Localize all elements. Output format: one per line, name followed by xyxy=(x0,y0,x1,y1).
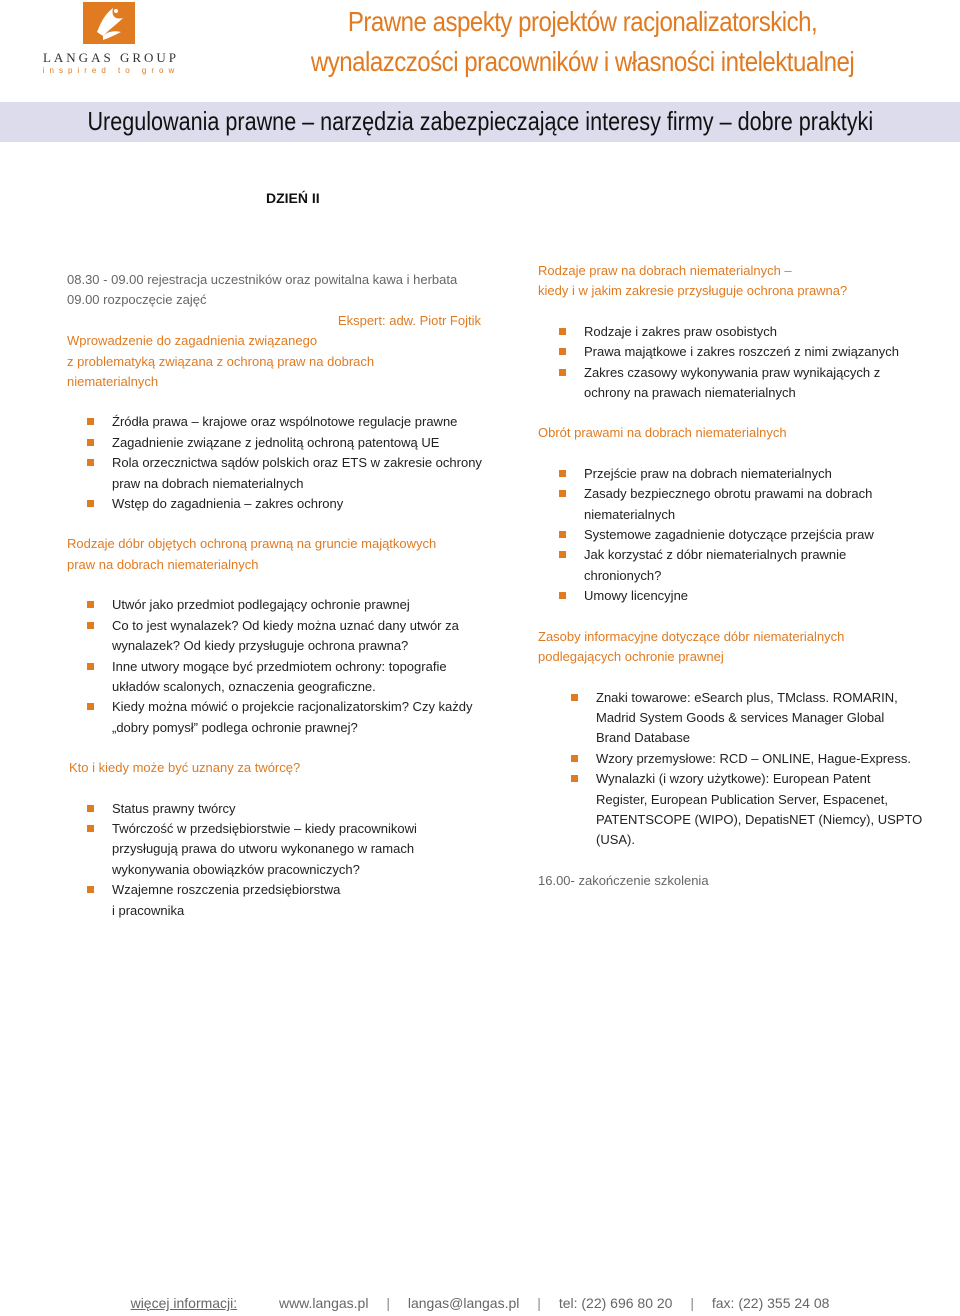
list-item: Wzory przemysłowe: RCD – ONLINE, Hague-Express. xyxy=(538,749,938,769)
title-line-1: Prawne aspekty projektów racjonalizatorskich, xyxy=(347,6,818,37)
closing-time: 16.00- zakończenie szkolenia xyxy=(538,872,709,888)
logo-company-name: LANGAS GROUP xyxy=(42,50,180,65)
left-column xyxy=(67,270,487,921)
section-heading: Zasoby informacyjne dotyczące dóbr niematerialnych podlegających ochronie prawnej xyxy=(538,628,845,665)
list-item: Wzajemne roszczenia przedsiębiorstwa i pracownika xyxy=(67,880,487,921)
list-item: Rola orzecznictwa sądów polskich oraz ETS w zakresie ochrony praw na dobrach niematerialnych xyxy=(67,453,487,494)
list-item: Systemowe zagadnienie dotyczące przejścia praw xyxy=(538,525,938,545)
list-item: Prawa majątkowe i zakres roszczeń z nimi związanych xyxy=(538,342,938,362)
bullet-list xyxy=(538,322,938,404)
list-item: Inne utwory mogące być przedmiotem ochrony: topografie układów scalonych, oznaczenia geograficzne. xyxy=(67,657,487,698)
section-heading: Rodzaje praw na dobrach niematerialnych – kiedy i w jakim zakresie przysługuje ochrona prawna? xyxy=(538,263,848,299)
expert-label: Ekspert: adw. xyxy=(337,312,416,328)
page-subtitle: Uregulowania prawne – narzędzia zabezpieczające interesy firmy – dobre praktyki xyxy=(87,106,873,136)
list-item: Kiedy można mówić o projekcie racjonalizatorskim? Czy każdy „dobry pomysł” podlega ochronie prawnej? xyxy=(67,697,487,738)
expert-line xyxy=(67,311,487,331)
bullet-list xyxy=(67,799,487,921)
fax-text: fax: (22) 355 24 08 xyxy=(711,1295,830,1311)
phone-text: tel: (22) 696 80 20 xyxy=(558,1295,673,1311)
list-item: Znaki towarowe: eSearch plus, TMclass. ROMARIN, Madrid System Goods & services Manager Global Brand Database xyxy=(538,688,938,749)
footer xyxy=(0,1295,960,1311)
list-item: Status prawny twórcy xyxy=(67,799,487,819)
section-heading: Kto i kiedy może być uznany za twórcę? xyxy=(69,760,301,776)
bullet-list xyxy=(538,688,938,851)
separator: | xyxy=(690,1295,694,1311)
list-item: Przejście praw na dobrach niematerialnych xyxy=(538,464,938,484)
section-heading: Rodzaje dóbr objętych ochroną prawną na gruncie majątkowych praw na dobrach niematerialnych xyxy=(67,536,437,572)
section-heading: Obrót prawami na dobrach niematerialnych xyxy=(538,425,787,441)
list-item: Umowy licencyjne xyxy=(538,586,938,606)
list-item: Co to jest wynalazek? Od kiedy można uznać dany utwór za wynalazek? Od kiedy przysługuje ochrona prawna? xyxy=(67,616,487,657)
schedule-start: 08.30 - 09.00 rejestracja uczestników oraz powitalna kawa i herbata xyxy=(67,272,458,287)
list-item: Źródła prawa – krajowe oraz wspólnotowe regulacje prawne xyxy=(67,412,487,432)
bullet-list xyxy=(67,412,487,514)
list-item: Zasady bezpiecznego obrotu prawami na dobrach niematerialnych xyxy=(538,484,938,525)
more-info-link[interactable]: więcej informacji: xyxy=(130,1295,238,1311)
day-label: DZIEŃ II xyxy=(266,190,320,206)
list-item: Rodzaje i zakres praw osobistych xyxy=(538,322,938,342)
list-item: Wynalazki (i wzory użytkowe): European Patent Register, European Publication Server, Espacenet, PATENTSCOPE (WIPO), DepatisNET (Niemcy), USPTO (USA). xyxy=(538,769,938,851)
list-item: Utwór jako przedmiot podlegający ochronie prawnej xyxy=(67,595,487,615)
bullet-list xyxy=(538,464,938,607)
separator: | xyxy=(537,1295,541,1311)
website-link[interactable]: www.langas.pl xyxy=(278,1295,369,1311)
list-item: Twórczość w przedsiębiorstwie – kiedy pracownikowi przysługują prawa do utworu wykonanego w ramach wykonywania obowiązków pracowniczych? xyxy=(67,819,487,880)
section-heading: Wprowadzenie do zagadnienia związanego z problematyką związana z ochroną praw na dobrach niematerialnych xyxy=(67,333,375,390)
logo-tagline: inspired to grow xyxy=(42,66,180,75)
title-line-2: wynalazczości pracowników i własności intelektualnej xyxy=(310,46,855,77)
expert-name: Piotr Fojtik xyxy=(419,312,481,328)
company-logo xyxy=(36,0,186,80)
list-item: Wstęp do zagadnienia – zakres ochrony xyxy=(67,494,487,514)
list-item: Jak korzystać z dóbr niematerialnych prawnie chronionych? xyxy=(538,545,938,586)
separator: | xyxy=(386,1295,390,1311)
right-column xyxy=(538,261,938,891)
list-item: Zakres czasowy wykonywania praw wynikających z ochrony na prawach niematerialnych xyxy=(538,363,938,404)
list-item: Zagadnienie związane z jednolitą ochroną patentową UE xyxy=(67,433,487,453)
bird-logo-icon xyxy=(83,2,135,44)
schedule-begin: 09.00 rozpoczęcie zajęć xyxy=(67,292,207,308)
page-title xyxy=(220,2,945,82)
email-link[interactable]: langas@langas.pl xyxy=(407,1295,520,1311)
bullet-list xyxy=(67,595,487,738)
